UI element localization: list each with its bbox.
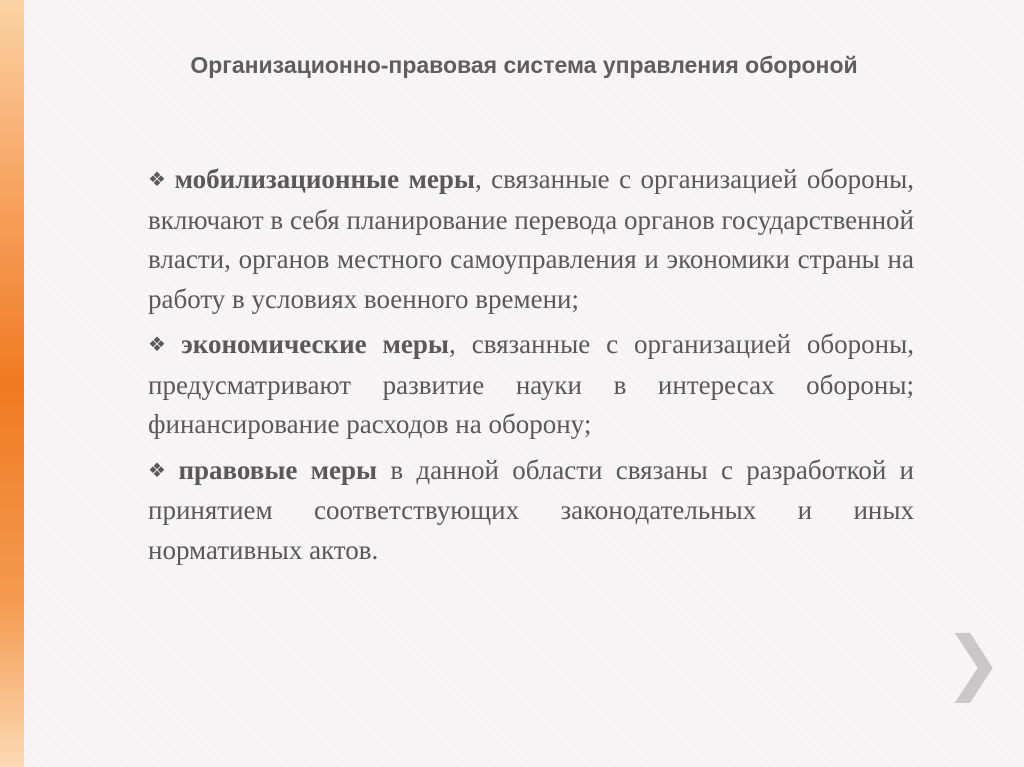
accent-side-bar <box>0 0 24 767</box>
item-term: правовые меры <box>178 454 378 485</box>
diamond-bullet-icon: ❖ <box>148 334 176 356</box>
slide <box>24 0 1024 767</box>
slide-body <box>148 160 914 576</box>
diamond-bullet-icon: ❖ <box>148 169 169 191</box>
list-item <box>148 160 914 319</box>
item-text: в данной области связаны с разработкой и принятием соответствующих законодательных и иных нормативных актов. <box>148 454 915 565</box>
item-text: , связанные с организацией обороны, предусматривают развитие науки в интересах обороны; финансирование расходов на оборону; <box>148 329 915 439</box>
list-item <box>148 325 914 445</box>
diamond-bullet-icon: ❖ <box>148 459 173 482</box>
slide-title: Организационно-правовая система управления обороной <box>190 52 858 78</box>
item-term: мобилизационные меры <box>174 164 475 194</box>
item-term: экономические меры <box>181 329 450 359</box>
item-text: , связанные с организацией обороны, включают в себя планирование перевода органов государственной власти, органов местного самоуправления и экономики страны на работу в условиях военного времени; <box>148 164 914 314</box>
list-item <box>148 451 914 571</box>
next-slide-arrow-icon[interactable]: ❯ <box>944 621 1003 703</box>
